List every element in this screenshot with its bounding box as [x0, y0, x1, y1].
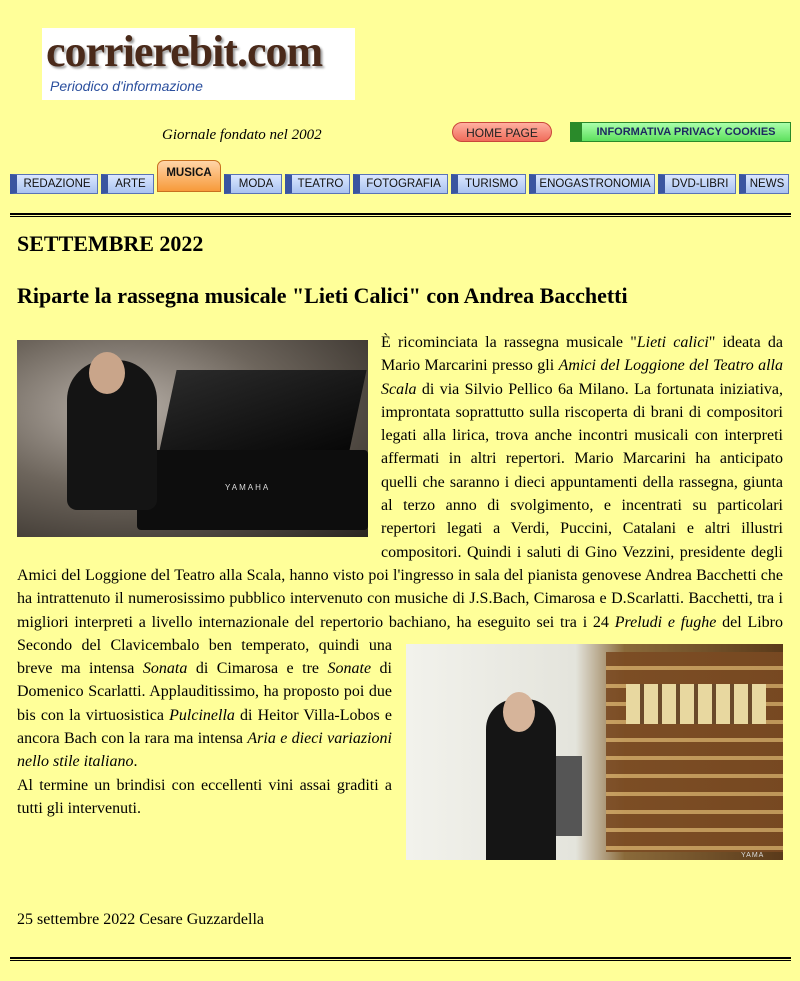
text-run: del Libro Secondo del Clavicembalo ben temperato, quindi una breve ma intensa: [17, 613, 784, 678]
bottom-divider: [10, 957, 791, 961]
theatre-backdrop: [606, 652, 783, 852]
tab-dvd-libri[interactable]: DVD-LIBRI: [658, 174, 736, 194]
issue-month: SETTEMBRE 2022: [17, 231, 204, 256]
piano-brand-text-2: YAMA: [741, 851, 765, 859]
article-signature: 25 settembre 2022 Cesare Guzzardella: [17, 911, 265, 928]
site-logo[interactable]: [42, 28, 355, 100]
tab-enogastronomia[interactable]: ENOGASTRONOMIA: [529, 174, 655, 194]
tab-news[interactable]: NEWS: [739, 174, 789, 194]
privacy-cookies-button[interactable]: INFORMATIVA PRIVACY COOKIES: [570, 122, 791, 142]
tab-fotografia[interactable]: FOTOGRAFIA: [353, 174, 448, 194]
tab-redazione[interactable]: REDAZIONE: [10, 174, 98, 194]
text-run: .: [133, 753, 138, 771]
italic-title: Sonate: [327, 660, 372, 678]
text-run: di via Silvio Pellico 6a Milano. La fortunata iniziativa, improntata soprattutto sulla riscoperta di brani di compositori legati alla lirica, trova anche incontri musicali con interpreti affermati in altri repertori. Mario Marcarini ha anticipato quelli che saranno i dieci appuntamenti della rassegna, giunta al terzo anno di svolgimento, e incentrati su particolari repertori legati a Verdi, Puccini, Catalani e altri illustri compositori. Quindi i saluti di Gino Vezzini, presidente degli Amici del Loggione del Teatro alla Scala, hanno visto poi l'ingresso in sala del pianista genovese Andrea Bacchetti che ha intrattenuto il numerosissimo pubblico intervenuto con musiche di J.S.Bach, Cimarosa e D.Scarlatti. Bacchetti, tra i migliori interpreti a livello internazionale del repertorio bachiano, ha eseguito sei tra i 24: [17, 380, 783, 631]
article-headline: Riparte la rassegna musicale "Lieti Calici" con Andrea Bacchetti: [17, 283, 628, 308]
photo-speaker-with-microphone: [406, 644, 783, 860]
loudspeaker: [554, 756, 582, 836]
logo-wordmark: corrierebit.com: [46, 27, 323, 76]
piano-brand-text: YAMAHA: [225, 483, 271, 492]
italic-title: Preludi e fughe: [614, 613, 717, 631]
text-run: di Domenico Scarlatti. Applauditissimo, ha proposto poi due bis con la virtuosistica: [17, 660, 392, 724]
tab-moda[interactable]: MODA: [224, 174, 282, 194]
article-closing: Al termine un brindisi con eccellenti vini assai graditi a tutti gli intervenuti.: [17, 776, 392, 817]
italic-title: Pulcinella: [169, 706, 235, 724]
tab-turismo[interactable]: TURISMO: [451, 174, 526, 194]
tab-teatro[interactable]: TEATRO: [285, 174, 350, 194]
italic-title: Amici del Loggione del Teatro alla Scala: [381, 357, 784, 398]
speaker-head: [503, 692, 535, 732]
pianist-head: [89, 352, 125, 394]
tab-musica[interactable]: [157, 160, 221, 192]
italic-title: Lieti calici: [636, 334, 709, 351]
theatre-boxes: [626, 684, 766, 724]
logo-subtitle: Periodico d'informazione: [50, 78, 203, 94]
founded-note: Giornale fondato nel 2002: [162, 127, 322, 143]
piano-lid: [157, 370, 366, 460]
photo-pianist-at-piano: [17, 340, 368, 537]
top-divider: [10, 213, 791, 217]
text-run: di Cimarosa e tre: [187, 660, 328, 678]
section-nav: [0, 160, 800, 196]
text-run: È ricominciata la rassegna musicale ": [381, 334, 637, 351]
tab-musica-label: MUSICA: [166, 167, 212, 179]
italic-title: Aria e dieci variazioni nello stile italiano: [17, 730, 392, 771]
text-run: di Heitor Villa-Lobos e ancora Bach con la rara ma intensa: [17, 706, 392, 748]
text-run: " ideata da Mario Marcarini presso gli: [381, 334, 784, 375]
home-page-button[interactable]: HOME PAGE: [452, 122, 552, 142]
article-body: [17, 331, 783, 866]
tab-arte[interactable]: ARTE: [101, 174, 154, 194]
italic-title: Sonata: [142, 660, 188, 678]
